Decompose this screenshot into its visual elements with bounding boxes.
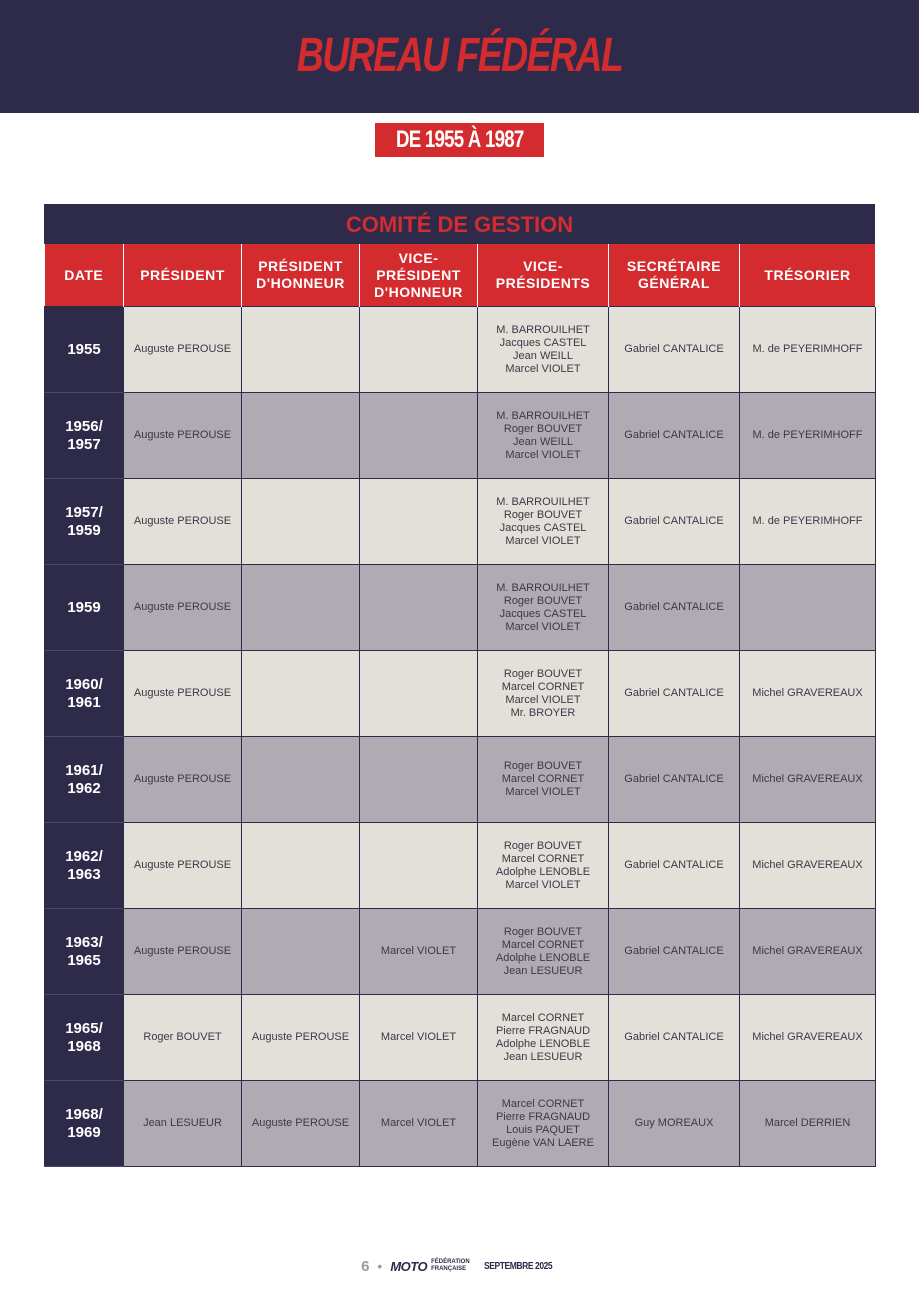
vice-president-name: Roger BOUVET <box>503 760 583 772</box>
cell-president-honneur: Auguste PEROUSE <box>242 1081 360 1167</box>
cell-tresorier <box>740 565 876 651</box>
cell-date: 1968/ 1969 <box>45 1081 124 1167</box>
cell-tresorier: Michel GRAVEREAUX <box>740 909 876 995</box>
cell-vice-presidents <box>478 307 609 393</box>
vice-president-name: Jean LESUEUR <box>503 964 583 977</box>
cell-president-honneur <box>242 909 360 995</box>
vice-president-name: Louis PAQUET <box>506 1123 580 1136</box>
cell-president: Jean LESUEUR <box>124 1081 242 1167</box>
cell-secretaire: Gabriel CANTALICE <box>609 307 740 393</box>
cell-vp-honneur <box>360 651 478 737</box>
cell-secretaire: Gabriel CANTALICE <box>609 737 740 823</box>
cell-president-honneur <box>242 651 360 737</box>
vice-president-name: Jacques CASTEL <box>499 521 587 534</box>
vice-president-name: Marcel VIOLET <box>505 878 581 891</box>
cell-president: Auguste PEROUSE <box>124 737 242 823</box>
column-header-tresorier: TRÉSORIER <box>740 244 876 307</box>
vice-president-name: Jean LESUEUR <box>503 1050 583 1063</box>
vice-president-name: Marcel VIOLET <box>505 786 581 798</box>
cell-secretaire: Gabriel CANTALICE <box>609 565 740 651</box>
cell-vice-presidents <box>478 909 609 995</box>
vice-president-name: Marcel VIOLET <box>505 534 581 547</box>
table-row <box>45 565 876 651</box>
vice-president-name: Marcel CORNET <box>501 680 585 693</box>
footer <box>0 1256 919 1276</box>
vice-president-name: Roger BOUVET <box>503 422 583 435</box>
vice-president-name: Marcel CORNET <box>501 852 585 865</box>
vice-president-name: Eugène VAN LAERE <box>492 1136 594 1149</box>
column-header-president: PRÉSIDENT <box>124 244 242 307</box>
period-label: DE 1955 À 1987 <box>395 126 524 153</box>
cell-vp-honneur: Marcel VIOLET <box>360 1081 478 1167</box>
management-committee-table <box>44 204 875 1167</box>
cell-vp-honneur: Marcel VIOLET <box>360 995 478 1081</box>
cell-tresorier: Michel GRAVEREAUX <box>740 823 876 909</box>
cell-president: Auguste PEROUSE <box>124 565 242 651</box>
column-header-secretaire: SECRÉTAIRE GÉNÉRAL <box>609 244 740 307</box>
cell-secretaire: Gabriel CANTALICE <box>609 479 740 565</box>
cell-president: Auguste PEROUSE <box>124 823 242 909</box>
cell-vp-honneur <box>360 565 478 651</box>
vice-president-name: Marcel CORNET <box>501 938 585 951</box>
vice-president-name: M. BARROUILHET <box>496 581 590 594</box>
issue-date: SEPTEMBRE 2025 <box>483 1260 552 1272</box>
vice-president-name: Roger BOUVET <box>503 667 583 680</box>
table-row <box>45 823 876 909</box>
cell-president-honneur: Auguste PEROUSE <box>242 995 360 1081</box>
cell-secretaire: Guy MOREAUX <box>609 1081 740 1167</box>
cell-date: 1963/ 1965 <box>45 909 124 995</box>
cell-vp-honneur <box>360 307 478 393</box>
cell-vp-honneur <box>360 393 478 479</box>
cell-tresorier: Michel GRAVEREAUX <box>740 737 876 823</box>
cell-tresorier: Marcel DERRIEN <box>740 1081 876 1167</box>
cell-president: Auguste PEROUSE <box>124 651 242 737</box>
vice-president-name: Marcel CORNET <box>501 1097 585 1110</box>
vice-president-name: Roger BOUVET <box>503 925 583 938</box>
cell-vice-presidents <box>478 737 609 823</box>
vice-president-name: Marcel CORNET <box>501 773 585 785</box>
ffm-logo <box>390 1259 469 1274</box>
cell-secretaire: Gabriel CANTALICE <box>609 651 740 737</box>
cell-president: Auguste PEROUSE <box>124 479 242 565</box>
vice-president-name: Adolphe LENOBLE <box>495 865 591 878</box>
cell-secretaire: Gabriel CANTALICE <box>609 823 740 909</box>
cell-president: Auguste PEROUSE <box>124 909 242 995</box>
vice-president-name: Marcel VIOLET <box>505 448 581 461</box>
cell-president-honneur <box>242 823 360 909</box>
cell-secretaire: Gabriel CANTALICE <box>609 995 740 1081</box>
column-header-date: DATE <box>45 244 124 307</box>
cell-date: 1962/ 1963 <box>45 823 124 909</box>
logo-line-1: FÉDÉRATION <box>431 1259 470 1265</box>
cell-tresorier: M. de PEYERIMHOFF <box>740 307 876 393</box>
cell-vice-presidents <box>478 651 609 737</box>
vice-president-name: Adolphe LENOBLE <box>495 1037 591 1050</box>
vice-president-name: Marcel VIOLET <box>505 620 581 633</box>
cell-tresorier: Michel GRAVEREAUX <box>740 995 876 1081</box>
cell-secretaire: Gabriel CANTALICE <box>609 393 740 479</box>
cell-date: 1957/ 1959 <box>45 479 124 565</box>
vice-president-name: Roger BOUVET <box>503 594 583 607</box>
table-heading: COMITÉ DE GESTION <box>44 204 875 244</box>
cell-vp-honneur <box>360 823 478 909</box>
cell-tresorier: M. de PEYERIMHOFF <box>740 479 876 565</box>
cell-tresorier: Michel GRAVEREAUX <box>740 651 876 737</box>
cell-vice-presidents <box>478 823 609 909</box>
column-header-president-honneur: PRÉSIDENT D'HONNEUR <box>242 244 360 307</box>
cell-vp-honneur: Marcel VIOLET <box>360 909 478 995</box>
committee-table <box>44 244 876 1167</box>
cell-vp-honneur <box>360 479 478 565</box>
vice-president-name: M. BARROUILHET <box>496 495 590 508</box>
vice-president-name: Marcel CORNET <box>501 1011 585 1024</box>
page-title: BUREAU FÉDÉRAL <box>296 29 623 82</box>
table-row <box>45 1081 876 1167</box>
logo-moto-text: MOTO <box>390 1258 428 1274</box>
cell-president-honneur <box>242 307 360 393</box>
header-row <box>45 244 876 307</box>
table-row <box>45 479 876 565</box>
cell-vice-presidents <box>478 565 609 651</box>
cell-president-honneur <box>242 565 360 651</box>
cell-president: Auguste PEROUSE <box>124 307 242 393</box>
table-row <box>45 909 876 995</box>
vice-president-name: Roger BOUVET <box>503 508 583 521</box>
cell-vice-presidents <box>478 1081 609 1167</box>
table-body <box>45 307 876 1167</box>
footer-separator: • <box>377 1258 383 1274</box>
table-row <box>45 651 876 737</box>
cell-president-honneur <box>242 737 360 823</box>
cell-date: 1956/ 1957 <box>45 393 124 479</box>
cell-date: 1955 <box>45 307 124 393</box>
cell-date: 1960/ 1961 <box>45 651 124 737</box>
cell-president-honneur <box>242 393 360 479</box>
column-header-vp-honneur: VICE-PRÉSIDENT D'HONNEUR <box>360 244 478 307</box>
cell-vice-presidents <box>478 479 609 565</box>
vice-president-name: Jean WEILL <box>513 435 573 448</box>
vice-president-name: Adolphe LENOBLE <box>495 951 591 964</box>
cell-president-honneur <box>242 479 360 565</box>
cell-date: 1959 <box>45 565 124 651</box>
page-number: 6 <box>361 1257 370 1275</box>
cell-vice-presidents <box>478 393 609 479</box>
logo-line-2: FRANÇAISE <box>431 1266 467 1272</box>
vice-president-name: Pierre FRAGNAUD <box>495 1024 591 1037</box>
table-row <box>45 307 876 393</box>
period-badge <box>375 123 544 157</box>
table-row <box>45 393 876 479</box>
vice-president-name: M. BARROUILHET <box>496 323 590 336</box>
vice-president-name: Marcel VIOLET <box>505 362 581 375</box>
cell-president: Roger BOUVET <box>124 995 242 1081</box>
cell-secretaire: Gabriel CANTALICE <box>609 909 740 995</box>
table-row <box>45 737 876 823</box>
vice-president-name: Jean WEILL <box>513 349 573 362</box>
vice-president-name: Mr. BROYER <box>510 706 576 719</box>
cell-vp-honneur <box>360 737 478 823</box>
column-header-vice-presidents: VICE-PRÉSIDENTS <box>478 244 609 307</box>
table-row <box>45 995 876 1081</box>
cell-date: 1961/ 1962 <box>45 737 124 823</box>
vice-president-name: Pierre FRAGNAUD <box>495 1110 591 1123</box>
cell-vice-presidents <box>478 995 609 1081</box>
cell-tresorier: M. de PEYERIMHOFF <box>740 393 876 479</box>
vice-president-name: M. BARROUILHET <box>496 409 590 422</box>
vice-president-name: Jacques CASTEL <box>499 336 587 349</box>
vice-president-name: Roger BOUVET <box>503 839 583 852</box>
logo-federation-text <box>431 1259 470 1273</box>
vice-president-name: Marcel VIOLET <box>505 693 581 706</box>
cell-president: Auguste PEROUSE <box>124 393 242 479</box>
cell-date: 1965/ 1968 <box>45 995 124 1081</box>
vice-president-name: Jacques CASTEL <box>499 607 587 620</box>
